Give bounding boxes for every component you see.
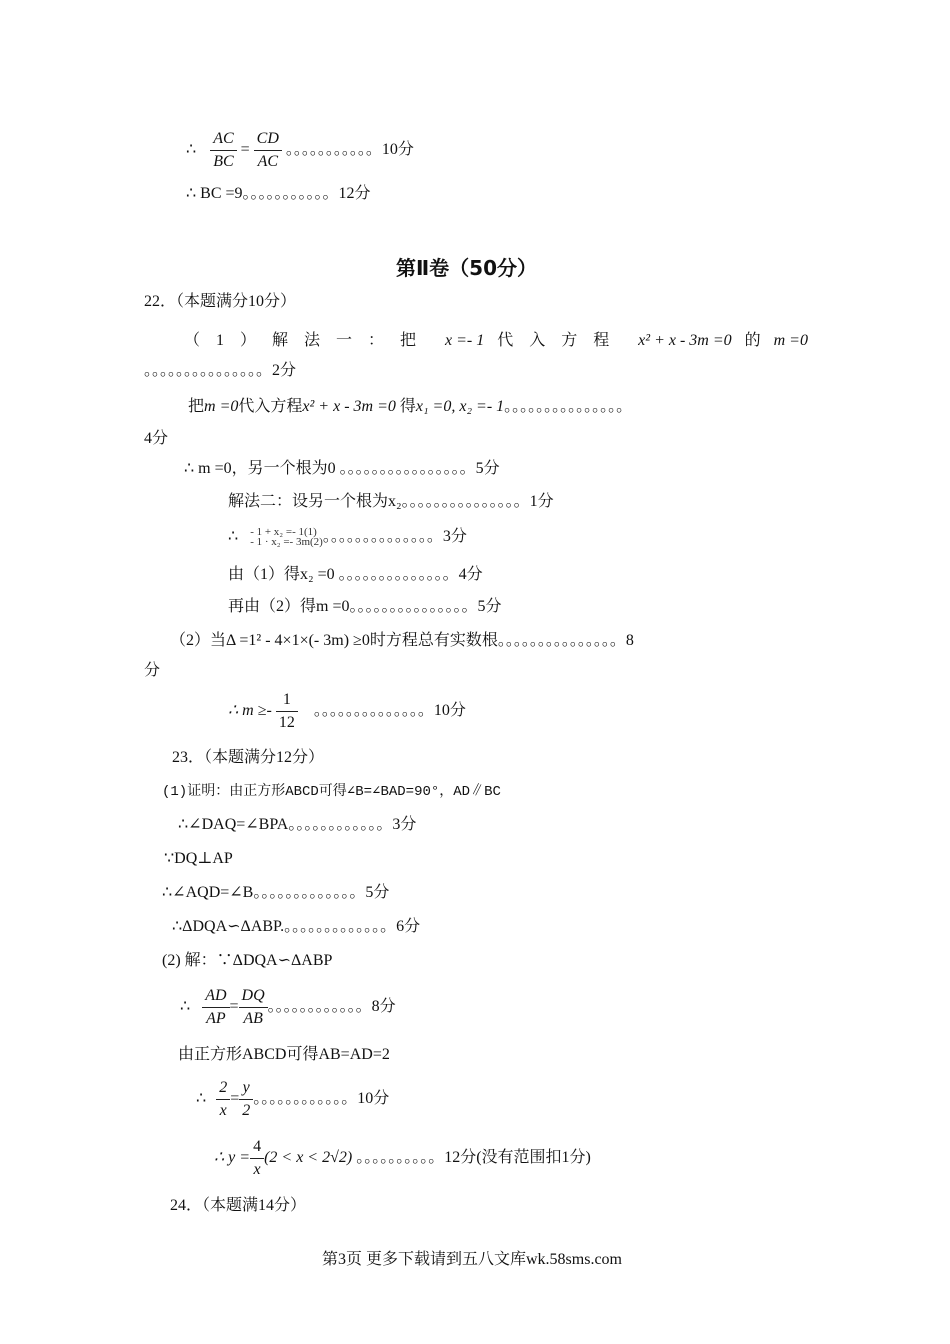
fraction-denominator: 2: [242, 1102, 251, 1119]
q23-line-5: ∴ΔDQA∽ΔABP.。。。。。。。。。。。。。6分: [172, 918, 421, 935]
fraction-denominator: x: [219, 1102, 227, 1119]
q23-line-2: ∴∠DAQ=∠BPA。。。。。。。。。。。。3分: [178, 816, 417, 833]
fraction-4-x: [250, 1136, 264, 1181]
quadratic-equation: x² + x - 3m =0: [638, 332, 732, 349]
q23-line-1: (1)证明：由正方形ABCD可得∠B=∠BAD=90°，AD∥BC: [162, 784, 501, 800]
fraction-numerator: DQ: [239, 985, 268, 1008]
equals-sign: =: [240, 141, 250, 159]
de-text: 的: [744, 332, 761, 349]
equation-system: [250, 527, 323, 547]
q22-line-3: ∴ m =0，另一个根为0 。。。。。。。。。。。。。。。。5分: [184, 460, 500, 477]
text-ba: 把: [188, 398, 205, 415]
fraction-ac-bc: [210, 128, 236, 173]
dots-text: 。。。。。。。。。。。。。。。: [504, 398, 633, 415]
q23-line-9: [196, 1077, 389, 1122]
therefore-symbol: ∴: [180, 998, 191, 1016]
fraction-cd-ac: [254, 128, 282, 173]
q22-line-2b: 4分: [144, 430, 169, 447]
y-equals: ∴ y =: [214, 1149, 251, 1167]
fraction-denominator: AP: [206, 1010, 226, 1027]
fraction-numerator: AC: [210, 128, 236, 151]
page-footer: 第3页 更多下载请到五八文库wk.58sms.com: [322, 1251, 623, 1268]
x-substitution: x =- 1: [444, 332, 485, 349]
q22-line-8b: 分: [144, 662, 161, 679]
therefore-symbol: ∴: [196, 1090, 207, 1108]
m-value: m =0: [204, 398, 239, 415]
quadratic-equation: x² + x - 3m =0: [302, 398, 396, 415]
line-ac-bc: [186, 128, 414, 173]
roots-expression: x₁ =0, x₂ =- 1: [415, 398, 505, 415]
therefore-symbol: ∴: [186, 141, 197, 159]
fraction-numerator: y: [239, 1077, 253, 1100]
q22-line-7: 再由（2）得m =0。。。。。。。。。。。。。。。5分: [228, 598, 502, 615]
q22-line-4: 解法二：设另一个根为x₂。。。。。。。。。。。。。。。1分: [228, 493, 554, 510]
therefore-symbol: ∴: [228, 528, 239, 545]
line-bc-9: ∴ BC =9。。。。。。。。。。。12分: [186, 185, 371, 202]
fraction-numerator: 2: [216, 1077, 230, 1100]
fraction-numerator: CD: [254, 128, 282, 151]
q24-heading: 24．（本题满14分）: [170, 1197, 307, 1214]
fraction-1-12: [276, 689, 298, 734]
q22-heading: 22．（本题满分10分）: [144, 293, 297, 310]
q22-line-6: 由（1）得x₂ =0 。。。。。。。。。。。。。。4分: [228, 566, 483, 583]
inequality-text: ∴ m ≥-: [228, 702, 272, 720]
q22-line-9: [228, 689, 466, 734]
score-text: 。。。。。。。。。。。10分: [285, 141, 414, 159]
fraction-denominator: AC: [257, 153, 279, 170]
q22-line-1: [184, 331, 808, 351]
fraction-denominator: AB: [243, 1010, 263, 1027]
fraction-ad-ap: [202, 985, 229, 1030]
fraction-denominator: BC: [213, 153, 234, 170]
m-value: m =0: [773, 332, 808, 349]
fraction-2-x: [216, 1077, 230, 1122]
q23-line-10: [214, 1136, 591, 1181]
method-one-label: （1）解法一：把: [184, 332, 433, 349]
substitute-text: 代入方程: [497, 332, 626, 349]
q23-line-8: 由正方形ABCD可得AB=AD=2: [178, 1046, 390, 1063]
q22-line-8: （2）当Δ =1² - 4×1×(- 3m) ≥0时方程总有实数根。。。。。。。。。。。。。。。8: [170, 632, 634, 649]
score-text: 。。。。。。。。。。。。。。3分: [322, 528, 467, 545]
score-text: 。。。。。。。。。。。。10分: [253, 1090, 390, 1108]
q22-line-1b: 。。。。。。。。。。。。。。。2分: [144, 362, 297, 379]
score-text: 。。。。。。。。。。。。。。10分: [313, 702, 466, 720]
fraction-denominator: x: [253, 1161, 261, 1178]
fraction-dq-ab: [239, 985, 268, 1030]
substitute-text: 代入方程: [238, 398, 303, 415]
q23-line-4: ∴∠AQD=∠B。。。。。。。。。。。。。5分: [162, 884, 390, 901]
range-expression: (2 < x < 2√2): [264, 1149, 353, 1167]
q23-heading: 23．（本题满分12分）: [172, 749, 325, 766]
de-text: 得: [399, 398, 416, 415]
q23-line-7: [180, 985, 396, 1030]
fraction-denominator: 12: [278, 714, 295, 731]
section-title: 第Ⅱ卷（50分）: [396, 256, 538, 280]
system-equation-1: - 1 + x₂ =- 1(1): [250, 526, 317, 539]
equals-sign: =: [229, 998, 239, 1016]
fraction-y-2: [239, 1077, 253, 1122]
score-text: 。。。。。。。。。。。。8分: [267, 998, 396, 1016]
fraction-numerator: AD: [202, 985, 229, 1008]
q23-line-6: (2) 解：∵ΔDQA∽ΔABP: [162, 952, 333, 969]
fraction-numerator: 4: [250, 1136, 264, 1159]
q23-line-3: ∵DQ⊥AP: [164, 850, 233, 867]
q22-line-5: [228, 527, 467, 547]
equals-sign: =: [230, 1090, 240, 1108]
system-equation-2: - 1 · x₂ =- 3m(2): [250, 536, 323, 549]
q22-line-2: [188, 397, 632, 417]
fraction-numerator: 1: [276, 689, 298, 712]
score-text: 。。。。。。。。。。12分(没有范围扣1分): [356, 1149, 591, 1167]
